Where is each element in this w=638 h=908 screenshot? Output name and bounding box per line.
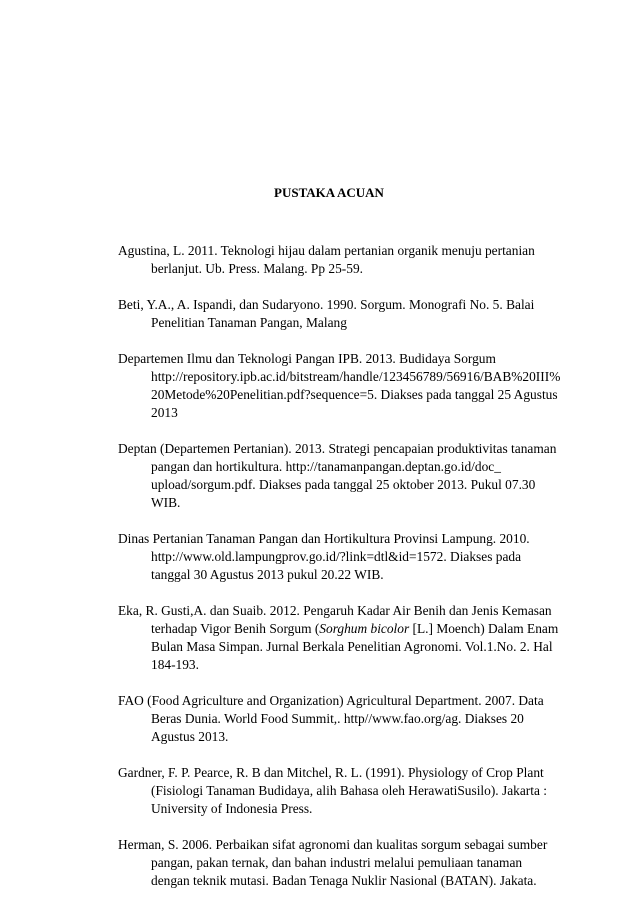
reference-line: berlanjut. Ub. Press. Malang. Pp 25-59. [151, 261, 363, 276]
reference-entry [118, 296, 550, 332]
reference-line: Penelitian Tanaman Pangan, Malang [151, 315, 347, 330]
reference-entry [118, 764, 550, 818]
reference-line: (Fisiologi Tanaman Budidaya, alih Bahasa oleh HerawatiSusilo). Jakarta : [151, 783, 547, 798]
reference-line: Eka, R. Gusti,A. dan Suaib. 2012. Pengaruh Kadar Air Benih dan Jenis Kemasan [118, 603, 552, 618]
reference-entry [118, 602, 559, 674]
reference-list [118, 242, 561, 908]
species-name: Sorghum bicolor [319, 621, 410, 636]
reference-line: University of Indonesia Press. [151, 801, 313, 816]
page-title: PUSTAKA ACUAN [274, 185, 384, 200]
reference-entry [118, 836, 550, 890]
reference-line: Departemen Ilmu dan Teknologi Pangan IPB. 2013. Budidaya Sorgum [118, 351, 496, 366]
reference-line: Deptan (Departemen Pertanian). 2013. Strategi pencapaian produktivitas tanaman [118, 441, 557, 456]
reference-line: WIB. [151, 495, 181, 510]
reference-text: terhadap Vigor Benih Sorgum ( [151, 621, 320, 636]
reference-line: dengan teknik mutasi. Badan Tenaga Nuklir Nasional (BATAN). Jakata. [151, 873, 537, 888]
reference-line: upload/sorgum.pdf. Diakses pada tanggal 25 oktober 2013. Pukul 07.30 [151, 477, 536, 492]
reference-line [118, 620, 559, 638]
reference-line: tanggal 30 Agustus 2013 pukul 20.22 WIB. [151, 567, 384, 582]
reference-line: 20Metode%20Penelitian.pdf?sequence=5. Diakses pada tanggal 25 Agustus [151, 387, 558, 402]
reference-text: [L.] Moench) Dalam Enam [409, 621, 559, 636]
reference-entry [118, 242, 550, 278]
reference-line: Bulan Masa Simpan. Jurnal Berkala Penelitian Agronomi. Vol.1.No. 2. Hal [151, 639, 553, 654]
reference-entry [118, 692, 550, 746]
reference-line: http://www.old.lampungprov.go.id/?link=dtl&id=1572. Diakses pada [151, 549, 522, 564]
reference-line: pangan, pakan ternak, dan bahan industri melalui pemuliaan tanaman [151, 855, 523, 870]
reference-line: Agustina, L. 2011. Teknologi hijau dalam pertanian organik menuju pertanian [118, 243, 535, 258]
reference-line: Dinas Pertanian Tanaman Pangan dan Hortikultura Provinsi Lampung. 2010. [118, 531, 530, 546]
reference-line: Beti, Y.A., A. Ispandi, dan Sudaryono. 1990. Sorgum. Monografi No. 5. Balai [118, 297, 535, 312]
reference-entry [118, 440, 557, 512]
reference-entry [118, 350, 561, 422]
reference-line: Agustus 2013. [151, 729, 229, 744]
reference-line: pangan dan hortikultura. http://tanamanpangan.deptan.go.id/doc_ [151, 459, 501, 474]
reference-entry [118, 530, 550, 584]
reference-line: http://repository.ipb.ac.id/bitstream/handle/123456789/56916/BAB%20III% [151, 369, 561, 384]
reference-line: Gardner, F. P. Pearce, R. B dan Mitchel, R. L. (1991). Physiology of Crop Plant [118, 765, 544, 780]
reference-line: Herman, S. 2006. Perbaikan sifat agronomi dan kualitas sorgum sebagai sumber [118, 837, 548, 852]
reference-line: 184-193. [151, 657, 199, 672]
reference-line: Beras Dunia. World Food Summit,. http//www.fao.org/ag. Diakses 20 [151, 711, 524, 726]
reference-line: 2013 [151, 405, 178, 420]
reference-line: FAO (Food Agriculture and Organization) Agricultural Department. 2007. Data [118, 693, 544, 708]
